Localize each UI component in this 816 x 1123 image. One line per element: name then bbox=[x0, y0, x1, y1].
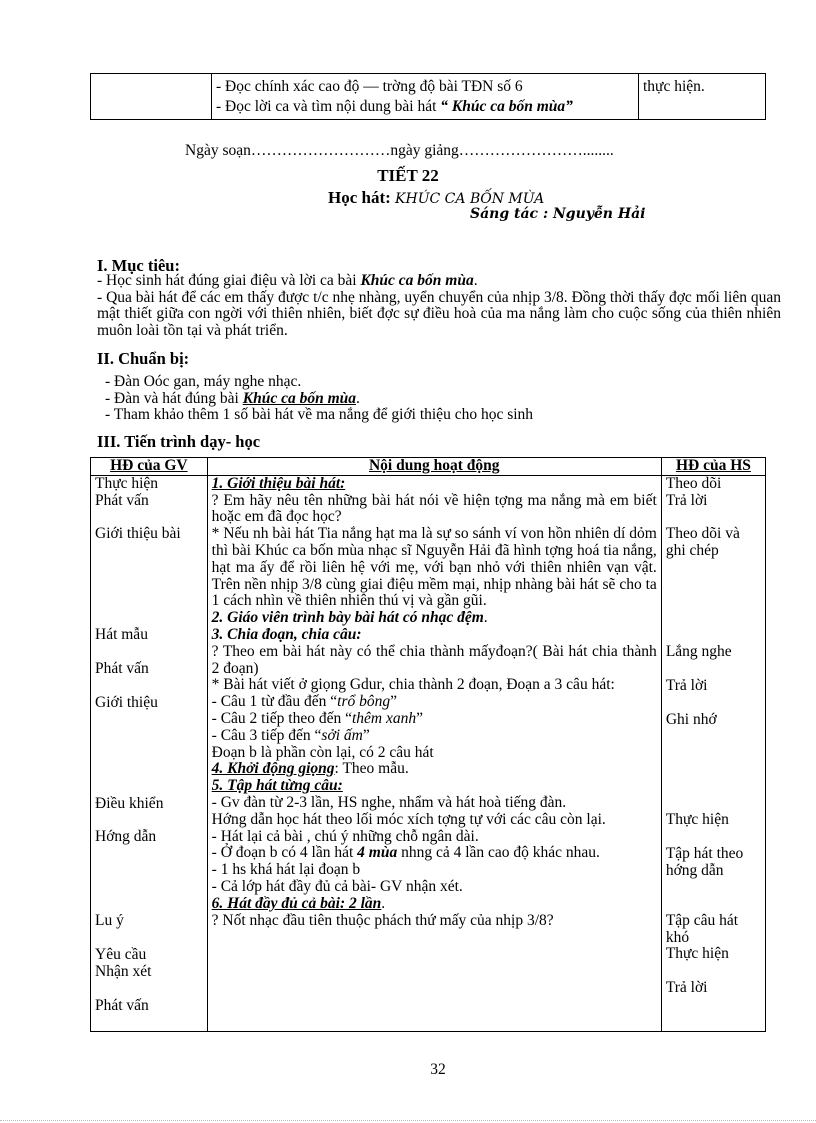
section2-title: II. Chuẩn bị: bbox=[97, 349, 190, 368]
gv-activity: Hát mẫu bbox=[95, 626, 148, 644]
header-gv: HĐ của GV bbox=[91, 458, 208, 476]
composer: Sáng tác : Nguyễn Hải bbox=[470, 206, 646, 222]
content-column bbox=[207, 475, 661, 1032]
gv-activity: Nhận xét bbox=[95, 962, 152, 980]
step-text: : Theo mẫu. bbox=[334, 760, 409, 778]
gv-activity: Thực hiện bbox=[95, 474, 159, 492]
phrase-word: thêm xanh bbox=[351, 709, 417, 727]
phrase-line bbox=[212, 694, 657, 711]
phrase-word: trổ bông bbox=[337, 693, 391, 711]
phrase-word: sởi ấm bbox=[321, 726, 363, 744]
hs-activity: Theo dõi và ghi chép bbox=[665, 525, 740, 560]
hs-column bbox=[661, 475, 765, 1032]
phrase-text: - Câu 3 tiếp đến “ bbox=[211, 726, 322, 744]
prep-item bbox=[105, 391, 781, 408]
step-text: * Nếu nh bài hát Tia nắng hạt ma là sự so sánh ví von hồn nhiên dí dỏm thì bài Khúc ca bốn mùa nhạc sĩ Nguyễn Hải đã hình tợng hoá tia nắng, hạt ma ấy để rồi liên hệ với mẹ, với bạn nhỏ với thiên nhiên vạn vật. Trên nền nhịp 3/8 cùng giai điệu mềm mại, nhịp nhàng bài hát sẽ cho ta 1 cách nhìn về thiên nhiên thú vị và gần gũi. bbox=[211, 525, 657, 610]
step-text: ? Em hãy nêu tên những bài hát nói về hiện tợng ma nắng mà em biết hoặc em đã đọc học? bbox=[211, 491, 657, 526]
content-text: - Đọc lời ca và tìm nội dung bài hát bbox=[216, 98, 441, 115]
step-text: - Gv đàn từ 2-3 lần, HS nghe, nhẩm và hát hoà tiếng đàn. bbox=[211, 793, 567, 811]
phrase-text: - Câu 1 từ đầu đến “ bbox=[211, 693, 338, 711]
step-title bbox=[212, 610, 657, 627]
prep-item: - Đàn Oóc gan, máy nghe nhạc. bbox=[105, 373, 302, 390]
gv-activity: Phát vấn bbox=[95, 996, 149, 1014]
lesson-title: TIẾT 22 bbox=[377, 166, 439, 185]
hs-activity: Thực hiện bbox=[665, 945, 729, 963]
hs-activity: Trả lời bbox=[665, 676, 708, 694]
phrase-line bbox=[212, 728, 657, 745]
step-text bbox=[212, 845, 657, 862]
content-cell bbox=[212, 74, 639, 120]
prep-item: - Tham khảo thêm 1 số bài hát về ma nắng để giới thiệu cho học sinh bbox=[105, 406, 534, 423]
song-title: Khúc ca bốn mùa bbox=[360, 272, 474, 289]
step-title-text: 4. Khởi động giọng bbox=[211, 760, 335, 778]
step-text-part: nhng cả 4 lần cao độ khác nhau. bbox=[397, 844, 600, 862]
page-number: 32 bbox=[430, 1061, 446, 1078]
step-text: * Bài hát viết ở giọng Gdur, chia thành 2 đoạn, Đoạn a 3 câu hát: bbox=[211, 676, 615, 694]
table-row bbox=[91, 74, 766, 120]
objective-text: - Học sinh hát đúng giai điệu và lời ca bài bbox=[97, 272, 361, 289]
gv-activity: Phát vấn bbox=[95, 659, 149, 677]
step-title: 5. Tập hát từng câu: bbox=[211, 777, 343, 795]
step-text-part: - Ở đoạn b có 4 lần hát bbox=[211, 844, 358, 862]
prep-text: - Đàn và hát đúng bài bbox=[105, 389, 243, 407]
hs-activity: Tập câu hát khó bbox=[665, 911, 739, 946]
song-heading-label: Học hát: bbox=[328, 188, 391, 207]
gv-activity: Hớng dẫn bbox=[95, 828, 157, 846]
gv-activity: Giới thiệu bài bbox=[95, 525, 181, 543]
hs-activity: Thực hiện bbox=[665, 811, 729, 829]
step-text: - 1 hs khá hát lại đoạn b bbox=[211, 861, 361, 879]
step-text: ? Theo em bài hát này có thể chia thành mấyđoạn?( Bài hát chia thành 2 đoạn) bbox=[211, 642, 657, 677]
song-title: Khúc ca bốn mùa bbox=[242, 389, 357, 407]
step-title-text: 2. Giáo viên trình bày bài hát có nhạc đệm bbox=[211, 609, 484, 627]
quote: ” bbox=[362, 726, 370, 744]
header-content: Nội dung hoạt động bbox=[207, 458, 661, 476]
page-bottom-divider bbox=[0, 1120, 816, 1121]
punct: . bbox=[473, 272, 478, 289]
lesson-table bbox=[90, 457, 766, 1032]
gv-activity: Yêu cầu bbox=[95, 945, 147, 963]
phrase-text: - Câu 2 tiếp theo đến “ bbox=[211, 709, 352, 727]
step-title bbox=[212, 761, 657, 778]
song-heading bbox=[328, 188, 544, 208]
hs-activity: Trả lời bbox=[665, 491, 708, 509]
step-title-text: 6. Hát đầy đủ cả bài: 2 lần bbox=[211, 894, 382, 912]
section2-body bbox=[105, 374, 781, 424]
quote: ” bbox=[390, 693, 397, 711]
gv-activity: Điều khiển bbox=[95, 794, 164, 812]
step-title: 3. Chia đoạn, chia câu: bbox=[211, 625, 362, 643]
top-continuation-table bbox=[90, 73, 766, 120]
hs-activity: Ghi nhớ bbox=[665, 710, 717, 728]
punct: . bbox=[483, 609, 488, 627]
step-text: ? Nốt nhạc đầu tiên thuộc phách thứ mấy của nhịp 3/8? bbox=[211, 911, 554, 929]
gv-activity: Lu ý bbox=[95, 912, 124, 930]
objective-line bbox=[97, 273, 781, 290]
step-text: - Cả lớp hát đầy đủ cả bài- GV nhận xét. bbox=[211, 877, 463, 895]
punct: . bbox=[356, 389, 360, 407]
phrase-line bbox=[212, 711, 657, 728]
hs-activity: Trả lời bbox=[665, 979, 708, 997]
content-line: - Đọc chính xác cao độ — trờng độ bài TĐN số 6 bbox=[216, 78, 523, 95]
step-title bbox=[212, 896, 657, 913]
emphasis: 4 mùa bbox=[357, 844, 398, 862]
punct: . bbox=[381, 894, 386, 912]
gv-activity: Giới thiệu bbox=[95, 693, 158, 711]
gv-activity: Phát vấn bbox=[95, 491, 149, 509]
song-title: “ Khúc ca bốn mùa” bbox=[440, 98, 573, 115]
hs-activity: Lắng nghe bbox=[665, 642, 732, 660]
step-text: - Hát lại cả bài , chú ý những chỗ ngân dài. bbox=[211, 827, 479, 845]
objective-paragraph: - Qua bài hát để các em thấy được t/c nhẹ nhàng, uyển chuyển của nhịp 3/8. Đồng thời thấy đợc mối liên quan mật thiết giữa con ngời với thiên nhiên, biết đợc sự điều hoà của ma nắng làm cho cuộc sống của thiên nhiên muôn loài tồn tại và phát triển. bbox=[97, 288, 781, 339]
table-header-row bbox=[91, 458, 766, 476]
prep-line: Ngày soạn………………………ngày giảng……………………........ bbox=[185, 142, 614, 159]
section1-body bbox=[97, 273, 781, 339]
quote: ” bbox=[416, 709, 424, 727]
gv-cell bbox=[91, 74, 212, 120]
hs-cell: thực hiện. bbox=[639, 74, 766, 120]
hs-activity: Tập hát theo hớng dẫn bbox=[665, 845, 744, 879]
section3-title: III. Tiến trình dạy- học bbox=[97, 432, 261, 451]
step-title: 1. Giới thiệu bài hát: bbox=[211, 474, 346, 492]
song-heading-title: KHÚC CA BỐN MÙA bbox=[395, 191, 545, 207]
hs-activity: Theo dõi bbox=[665, 474, 722, 492]
header-hs: HĐ của HS bbox=[661, 458, 765, 476]
gv-column bbox=[91, 475, 208, 1032]
step-text: Đoạn b là phần còn lại, có 2 câu hát bbox=[211, 743, 434, 761]
section1-title: I. Mục tiêu: bbox=[97, 256, 180, 275]
table-row bbox=[91, 475, 766, 1032]
step-text: Hớng dẫn học hát theo lối móc xích tợng tự với các câu còn lại. bbox=[211, 810, 606, 828]
content-line bbox=[216, 97, 634, 117]
